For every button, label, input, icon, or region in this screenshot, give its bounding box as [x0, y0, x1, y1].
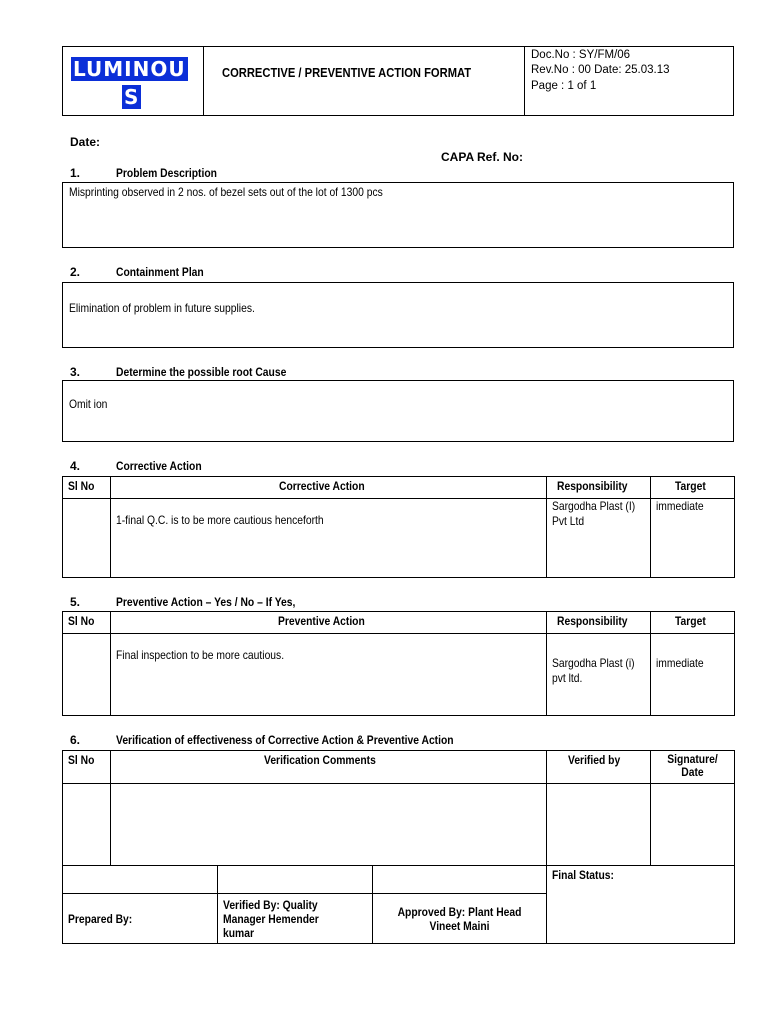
table-row: [63, 634, 735, 716]
responsibility-cell[interactable]: Sargodha Plast (i) pvt ltd.: [547, 634, 651, 716]
approved-by-blank-cell[interactable]: [373, 866, 547, 894]
preventive-action-cell[interactable]: Final inspection to be more cautious.: [111, 634, 547, 716]
root-cause-box[interactable]: [62, 380, 734, 442]
prepared-by-cell[interactable]: Prepared By:: [63, 894, 218, 944]
col-responsibility: Responsibility: [547, 612, 651, 634]
corrective-action-cell[interactable]: 1-final Q.C. is to be more cautious henceforth: [111, 499, 547, 578]
verified-by-signoff-cell[interactable]: Verified By: Quality Manager Hemender kumar: [218, 894, 373, 944]
title-cell: [203, 46, 525, 116]
signature-date-cell[interactable]: [651, 784, 735, 866]
section-6-title: Verification of effectiveness of Corrective Action & Preventive Action: [116, 733, 454, 747]
table-header-row: [63, 751, 735, 784]
verified-by-blank-cell[interactable]: [218, 866, 373, 894]
footer-row-top: [63, 866, 735, 894]
revision-number: Rev.No : 00 Date: 25.03.13: [531, 64, 670, 76]
corrective-action-table: [62, 476, 735, 578]
section-1-title: Problem Description: [116, 166, 217, 180]
table-header-row: [63, 477, 735, 499]
section-5-number: 5.: [70, 595, 81, 609]
col-responsibility: Responsibility: [547, 477, 651, 499]
col-preventive-action: Preventive Action: [111, 612, 547, 634]
date-label: Date:: [70, 135, 101, 149]
section-6-number: 6.: [70, 733, 81, 747]
col-verified-by: Verified by: [547, 751, 651, 784]
col-corrective-action: Corrective Action: [111, 477, 547, 499]
doc-number: Doc.No : SY/FM/06: [531, 49, 631, 61]
table-header-row: [63, 612, 735, 634]
problem-description-text: Misprinting observed in 2 nos. of bezel sets out of the lot of 1300 pcs: [69, 185, 383, 199]
sl-no-cell[interactable]: [63, 784, 111, 866]
sl-no-cell[interactable]: [63, 499, 111, 578]
col-signature-date: Signature/ Date: [651, 751, 735, 784]
final-status-cell[interactable]: Final Status:: [547, 866, 735, 944]
section-1-number: 1.: [70, 166, 81, 180]
section-4-number: 4.: [70, 459, 81, 473]
verification-table: [62, 750, 735, 944]
col-sl-no: Sl No: [63, 477, 111, 499]
section-2-title: Containment Plan: [116, 265, 204, 279]
preventive-action-table: [62, 611, 735, 716]
col-target: Target: [651, 477, 735, 499]
logo-text-line2: S: [124, 85, 140, 109]
sl-no-cell[interactable]: [63, 634, 111, 716]
section-3-title: Determine the possible root Cause: [116, 365, 287, 379]
prepared-by-blank-cell[interactable]: [63, 866, 218, 894]
containment-plan-text: Elimination of problem in future supplies.: [69, 301, 255, 315]
logo-text-line1: LUMINOU: [73, 57, 186, 81]
section-3-number: 3.: [70, 365, 81, 379]
col-sl-no: Sl No: [63, 751, 111, 784]
verified-by-cell[interactable]: [547, 784, 651, 866]
table-row: [63, 499, 735, 578]
responsibility-cell[interactable]: Sargodha Plast (I) Pvt Ltd: [547, 499, 651, 578]
problem-description-box[interactable]: [62, 182, 734, 248]
target-cell[interactable]: immediate: [651, 634, 735, 716]
page-number: Page : 1 of 1: [531, 80, 597, 92]
col-target: Target: [651, 612, 735, 634]
table-row: [63, 784, 735, 866]
root-cause-text: Omit ion: [69, 397, 108, 411]
section-4-title: Corrective Action: [116, 459, 202, 473]
containment-plan-box[interactable]: [62, 282, 734, 348]
section-2-number: 2.: [70, 265, 81, 279]
verification-comments-cell[interactable]: [111, 784, 547, 866]
target-cell[interactable]: immediate: [651, 499, 735, 578]
approved-by-cell[interactable]: Approved By: Plant Head Vineet Maini: [373, 894, 547, 944]
form-title: CORRECTIVE / PREVENTIVE ACTION FORMAT: [222, 65, 472, 80]
section-5-title: Preventive Action – Yes / No – If Yes,: [116, 595, 296, 609]
capa-ref-label: CAPA Ref. No:: [441, 150, 523, 164]
col-verification-comments: Verification Comments: [111, 751, 547, 784]
col-sl-no: Sl No: [63, 612, 111, 634]
